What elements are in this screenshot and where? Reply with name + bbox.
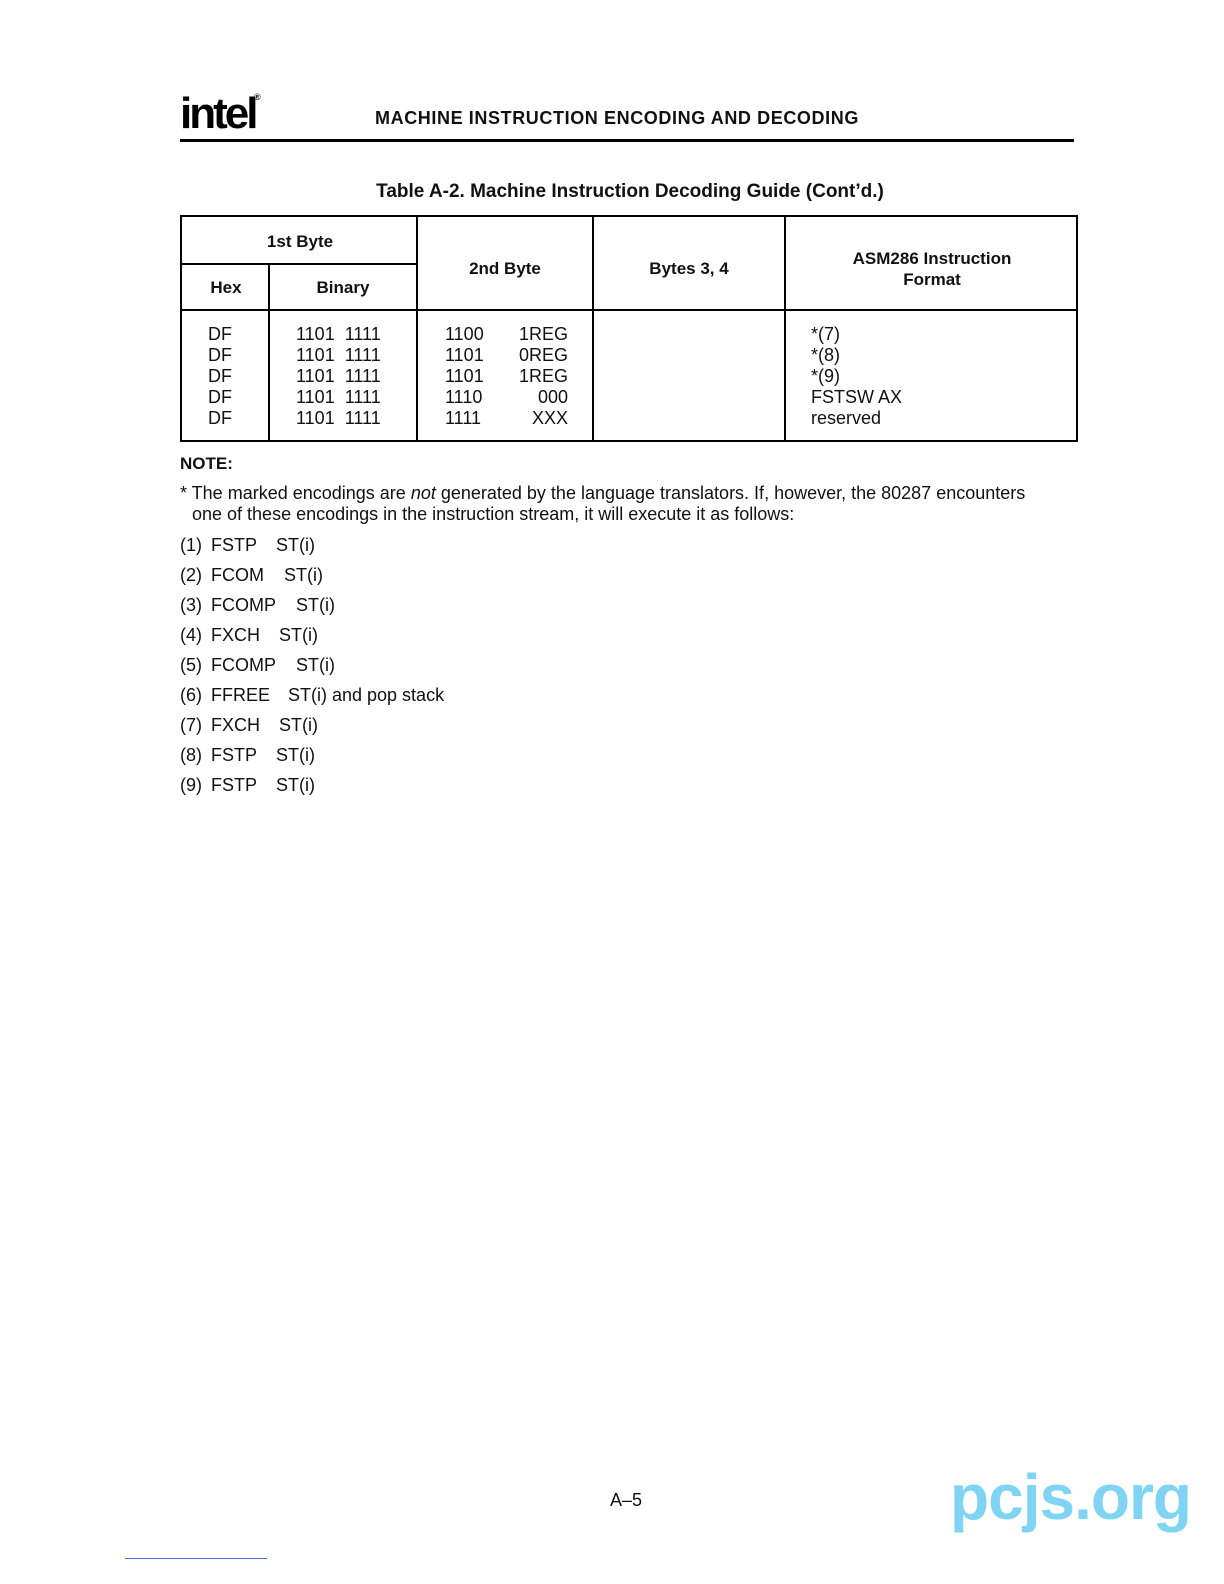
table-cell-format: *(7) <box>811 324 841 344</box>
list-item <box>180 714 444 744</box>
list-item-mnemonic: FFREE <box>211 685 271 705</box>
table-cell-byte2-high: 1111 <box>445 408 482 428</box>
binary-column <box>296 324 381 429</box>
list-item-mnemonic: FXCH <box>211 715 260 735</box>
table-cell-binary: 1101 1111 <box>296 324 381 344</box>
list-item-number: (4) <box>180 625 202 645</box>
list-item-number: (3) <box>180 595 202 615</box>
list-item <box>180 624 444 654</box>
table-cell-format: *(8) <box>811 345 841 365</box>
header-rule <box>180 139 1074 142</box>
list-item-mnemonic: FCOMP <box>211 595 276 615</box>
note-text-after: generated by the language translators. If, however, the 80287 encounters <box>435 483 1026 503</box>
list-item-operand: ST(i) <box>296 595 335 615</box>
table-cell-binary: 1101 1111 <box>296 408 381 428</box>
header-format-line1: ASM286 Instruction <box>852 249 1012 268</box>
list-item-operand: ST(i) <box>296 655 335 675</box>
table-cell-binary: 1101 1111 <box>296 345 381 365</box>
list-item <box>180 744 444 774</box>
header-asm286-format <box>786 248 1078 290</box>
note-heading: NOTE: <box>180 454 233 473</box>
list-item-mnemonic: FCOMP <box>211 655 276 675</box>
divider-1st-byte-sub <box>182 263 418 265</box>
header-hex: Hex <box>210 278 242 297</box>
list-item-operand: ST(i) <box>279 715 318 735</box>
list-item <box>180 654 444 684</box>
table-cell-format: reserved <box>811 408 882 428</box>
table-cell-format: *(9) <box>811 366 841 386</box>
table-cell-hex: DF <box>208 345 232 365</box>
registered-mark-icon: ® <box>254 92 261 102</box>
list-item-operand: ST(i) <box>284 565 323 585</box>
list-item <box>180 684 444 714</box>
table-cell-hex: DF <box>208 408 232 428</box>
table-cell-byte2-high: 1101 <box>445 345 484 365</box>
list-item-number: (7) <box>180 715 202 735</box>
table-cell-hex: DF <box>208 387 232 407</box>
list-item-number: (5) <box>180 655 202 675</box>
list-item-operand: ST(i) <box>276 535 315 555</box>
intel-logo <box>180 86 270 142</box>
list-item <box>180 564 444 594</box>
byte2-high-column <box>445 324 484 429</box>
note-text-before: * The marked encodings are <box>180 483 411 503</box>
logo-text: intel <box>180 89 256 138</box>
format-column <box>811 324 902 429</box>
list-item-mnemonic: FXCH <box>211 625 260 645</box>
table-cell-byte2-low: XXX <box>531 408 568 428</box>
note-text <box>180 483 1080 525</box>
table-cell-byte2-low: 1REG <box>518 324 568 344</box>
list-item <box>180 534 444 564</box>
byte2-low-column <box>502 324 568 429</box>
table-cell-byte2-high: 1110 <box>445 387 483 407</box>
bottom-decorative-line <box>125 1558 267 1559</box>
note-list <box>180 534 444 804</box>
list-item-operand: ST(i) <box>276 775 315 795</box>
header-1st-byte: 1st Byte <box>266 232 334 251</box>
list-item-mnemonic: FSTP <box>211 745 258 765</box>
decoding-table <box>180 215 1078 442</box>
note-line-1 <box>180 483 1080 504</box>
list-item <box>180 774 444 804</box>
list-item-mnemonic: FCOM <box>211 565 264 585</box>
table-caption: Table A-2. Machine Instruction Decoding Guide (Cont’d.) <box>376 181 884 202</box>
list-item-operand: ST(i) <box>279 625 318 645</box>
page-number: A–5 <box>610 1490 643 1510</box>
list-item-operand: ST(i) <box>276 745 315 765</box>
table-cell-binary: 1101 1111 <box>296 366 381 386</box>
divider-header-body <box>182 309 1076 311</box>
list-item-number: (8) <box>180 745 202 765</box>
note-line-2: one of these encodings in the instruction stream, it will execute it as follows: <box>192 504 795 524</box>
hex-column <box>208 324 232 429</box>
list-item-number: (6) <box>180 685 202 705</box>
header-binary: Binary <box>316 278 370 297</box>
list-item <box>180 594 444 624</box>
list-item-number: (2) <box>180 565 202 585</box>
list-item-operand: ST(i) and pop stack <box>288 685 445 705</box>
table-cell-byte2-high: 1101 <box>445 366 484 386</box>
header-2nd-byte: 2nd Byte <box>469 259 541 278</box>
list-item-number: (1) <box>180 535 202 555</box>
note-text-italic: not <box>410 483 436 503</box>
divider-2nd-bytes34 <box>592 217 594 440</box>
table-cell-hex: DF <box>208 324 232 344</box>
header-format-line2: Format <box>903 270 961 289</box>
page-header-title: MACHINE INSTRUCTION ENCODING AND DECODING <box>375 108 859 128</box>
list-item-number: (9) <box>180 775 202 795</box>
list-item-mnemonic: FSTP <box>211 535 258 555</box>
table-cell-byte2-low: 1REG <box>518 366 568 386</box>
table-cell-byte2-low: 0REG <box>518 345 568 365</box>
table-cell-hex: DF <box>208 366 232 386</box>
pcjs-watermark: pcjs.org <box>950 1461 1191 1533</box>
table-cell-byte2-high: 1100 <box>445 324 484 344</box>
table-cell-binary: 1101 1111 <box>296 387 381 407</box>
table-cell-byte2-low: 000 <box>537 387 568 407</box>
list-item-mnemonic: FSTP <box>211 775 258 795</box>
header-bytes-3-4: Bytes 3, 4 <box>649 259 729 278</box>
table-cell-format: FSTSW AX <box>811 387 903 407</box>
